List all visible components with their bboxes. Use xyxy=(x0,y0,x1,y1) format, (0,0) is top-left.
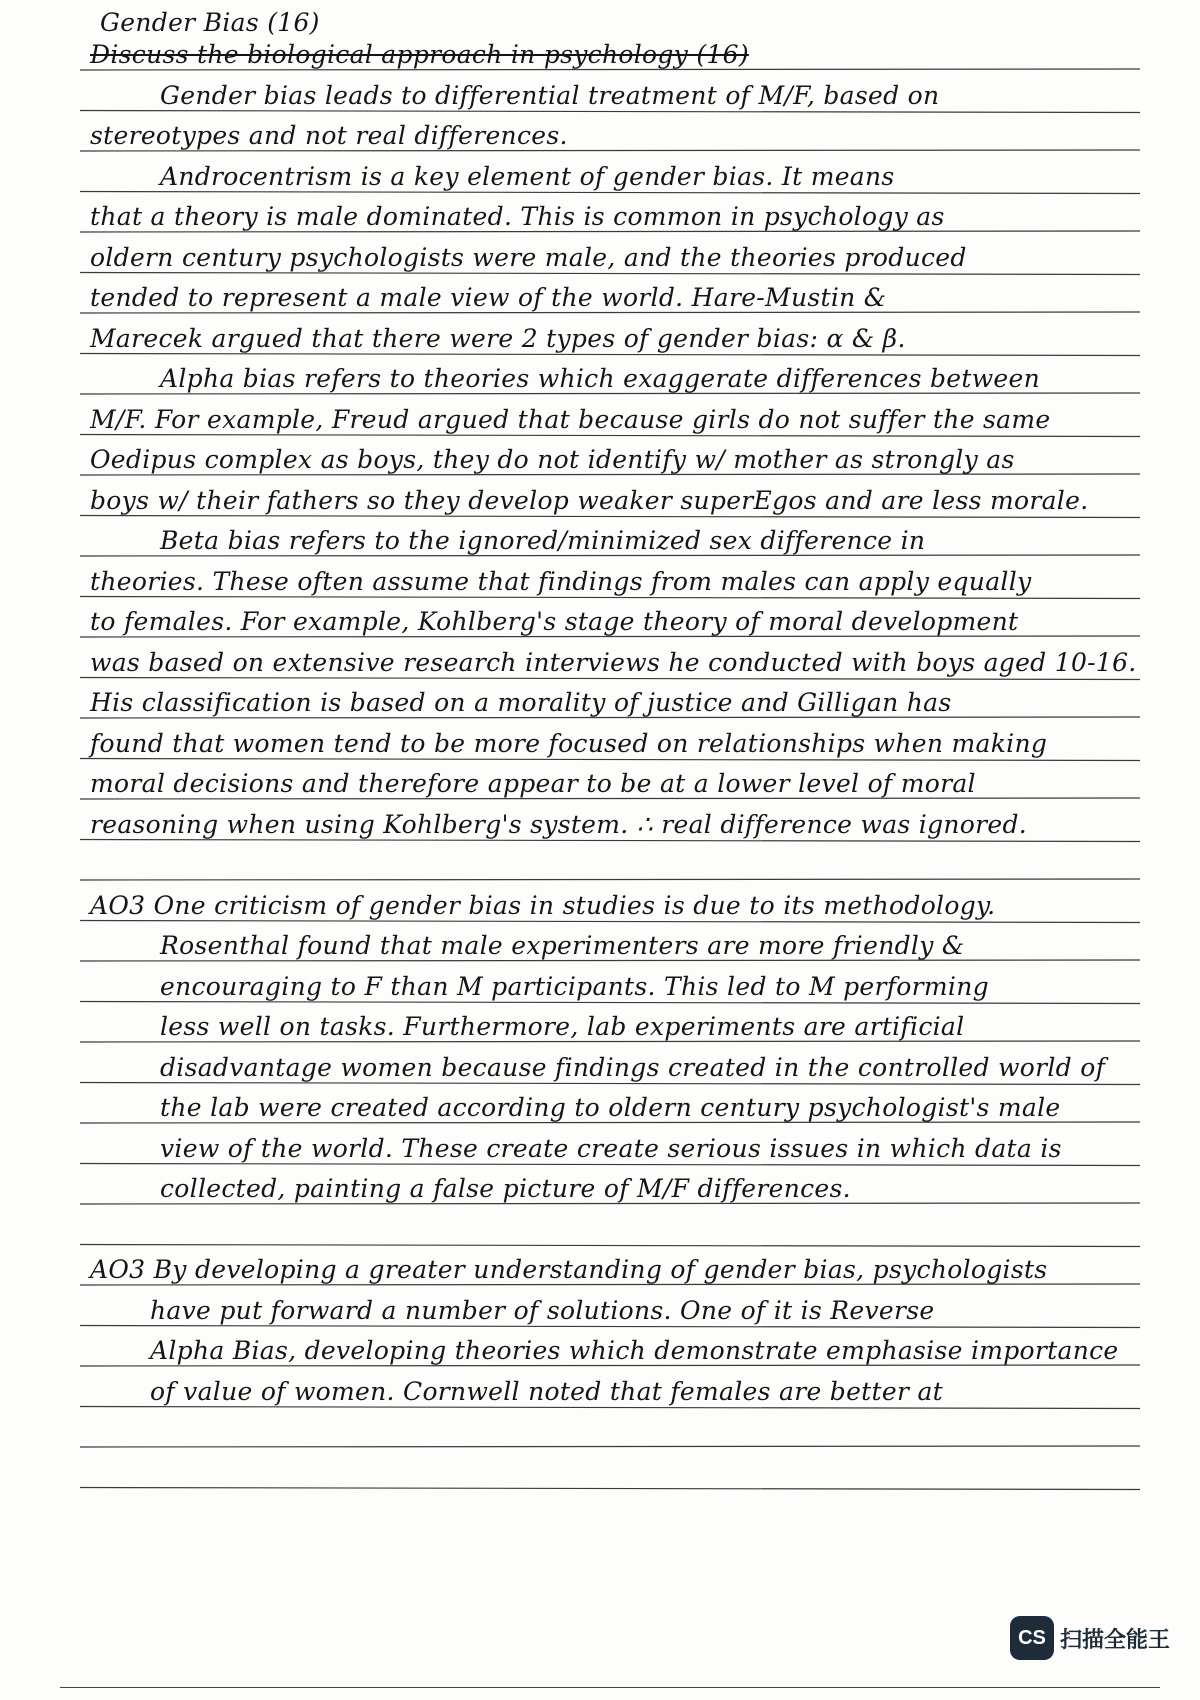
handwritten-line: theories. These often assume that findings from males can apply equally xyxy=(90,566,1032,596)
handwritten-line: of value of women. Cornwell noted that females are better at xyxy=(150,1376,944,1406)
handwritten-line: to females. For example, Kohlberg's stage theory of moral development xyxy=(90,607,1019,636)
handwritten-line: moral decisions and therefore appear to be at a lower level of moral xyxy=(90,769,976,798)
handwritten-line: Rosenthal found that male experimenters are more friendly & xyxy=(160,931,965,960)
handwritten-line: AO3 By developing a greater understanding of gender bias, psychologists xyxy=(90,1255,1048,1284)
handwritten-line: disadvantage women because findings created in the controlled world of xyxy=(160,1052,1106,1082)
handwritten-line: Gender bias leads to differential treatment of M/F, based on xyxy=(160,80,940,110)
handwritten-line: Alpha Bias, developing theories which demonstrate emphasise importance xyxy=(150,1336,1119,1365)
watermark-badge: CS xyxy=(1010,1616,1054,1660)
watermark-label: 扫描全能王 xyxy=(1059,1627,1170,1653)
handwritten-line: His classification is based on a morality of justice and Gilligan has xyxy=(90,688,952,717)
handwritten-line: Oedipus complex as boys, they do not identify w/ mother as strongly as xyxy=(90,445,1015,474)
handwritten-line: have put forward a number of solutions. One of it is Reverse xyxy=(150,1295,935,1325)
handwritten-line: stereotypes and not real differences. xyxy=(90,121,568,150)
handwritten-line: was based on extensive research interviews he conducted with boys aged 10-16. xyxy=(90,647,1137,677)
handwritten-line: view of the world. These create create serious issues in which data is xyxy=(160,1133,1062,1163)
handwritten-line: Discuss the biological approach in psychology (16) xyxy=(90,40,749,69)
handwritten-line: Alpha bias refers to theories which exaggerate differences between xyxy=(160,364,1041,393)
scanner-watermark xyxy=(1010,1616,1170,1660)
handwritten-line: Androcentrism is a key element of gender bias. It means xyxy=(160,161,895,191)
handwritten-line: the lab were created according to oldern century psychologist's male xyxy=(160,1093,1061,1122)
handwritten-line: oldern century psychologists were male, and the theories produced xyxy=(90,242,967,272)
handwritten-line: M/F. For example, Freud argued that because girls do not suffer the same xyxy=(90,404,1051,434)
handwritten-line: reasoning when using Kohlberg's system. ∴ real difference was ignored. xyxy=(90,809,1028,839)
handwritten-line: Marecek argued that there were 2 types of gender bias: α & β. xyxy=(90,323,906,353)
handwritten-line: less well on tasks. Furthermore, lab experiments are artificial xyxy=(160,1012,965,1041)
bottom-rule xyxy=(60,1687,1160,1688)
handwritten-line: encouraging to F than M participants. This led to M performing xyxy=(160,971,989,1001)
handwritten-line: found that women tend to be more focused on relationships when making xyxy=(90,728,1048,758)
handwritten-line: tended to represent a male view of the world. Hare-Mustin & xyxy=(90,283,887,312)
page-title: Gender Bias (16) xyxy=(100,8,320,37)
handwritten-line: AO3 One criticism of gender bias in studies is due to its methodology. xyxy=(90,890,996,920)
handwritten-line: that a theory is male dominated. This is common in psychology as xyxy=(90,202,945,231)
handwritten-line: boys w/ their fathers so they develop weaker superEgos and are less morale. xyxy=(90,485,1089,515)
handwritten-line: Beta bias refers to the ignored/minimized sex difference in xyxy=(160,526,926,555)
handwritten-line: collected, painting a false picture of M/F differences. xyxy=(160,1174,851,1203)
